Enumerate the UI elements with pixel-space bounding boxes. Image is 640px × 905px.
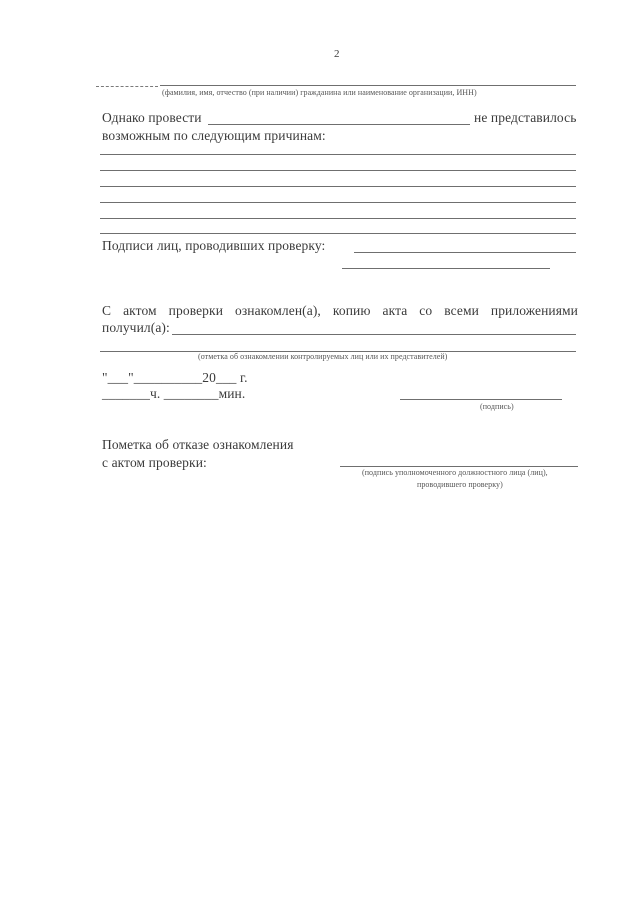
reason-tail: не представилось <box>474 110 577 125</box>
official-caption-line-1: (подпись уполномоченного должностного лица (лиц), <box>362 468 548 477</box>
refusal-line-2: с актом проверки: <box>102 455 207 470</box>
signature-line-2 <box>342 268 550 269</box>
reason-line-5 <box>100 218 576 219</box>
refusal-line-1: Пометка об отказе ознакомления <box>102 437 294 452</box>
ack-blank-line <box>172 334 576 335</box>
ack-line-2: получил(а): <box>102 320 170 335</box>
reason-blank-line <box>208 124 470 125</box>
reason-second-line: возможным по следующим причинам: <box>102 128 326 143</box>
header-dashed-line <box>96 86 158 87</box>
time-line: _______ч. ________мин. <box>102 386 246 401</box>
reason-line-6 <box>100 233 576 234</box>
signature-line-ack <box>400 399 562 400</box>
signature-line-1 <box>354 252 576 253</box>
header-line <box>160 85 576 86</box>
page-number: 2 <box>334 48 340 60</box>
reason-line-4 <box>100 202 576 203</box>
official-signature-line <box>340 466 578 467</box>
signature-caption: (подпись) <box>480 402 514 411</box>
header-caption: (фамилия, имя, отчество (при наличии) гражданина или наименование организации, ИНН) <box>162 88 477 97</box>
official-caption-line-2: проводившего проверку) <box>417 480 503 489</box>
signatures-label: Подписи лиц, проводивших проверку: <box>102 238 326 253</box>
reason-line-1 <box>100 154 576 155</box>
reason-line-2 <box>100 170 576 171</box>
reason-line-3 <box>100 186 576 187</box>
ack-caption: (отметка об ознакомлении контролируемых лиц или их представителей) <box>198 352 448 361</box>
ack-line-1: С актом проверки ознакомлен(а), копию акта со всеми приложениями <box>102 303 578 318</box>
date-line: "___"__________20___ г. <box>102 370 248 385</box>
reason-intro: Однако провести <box>102 110 202 125</box>
